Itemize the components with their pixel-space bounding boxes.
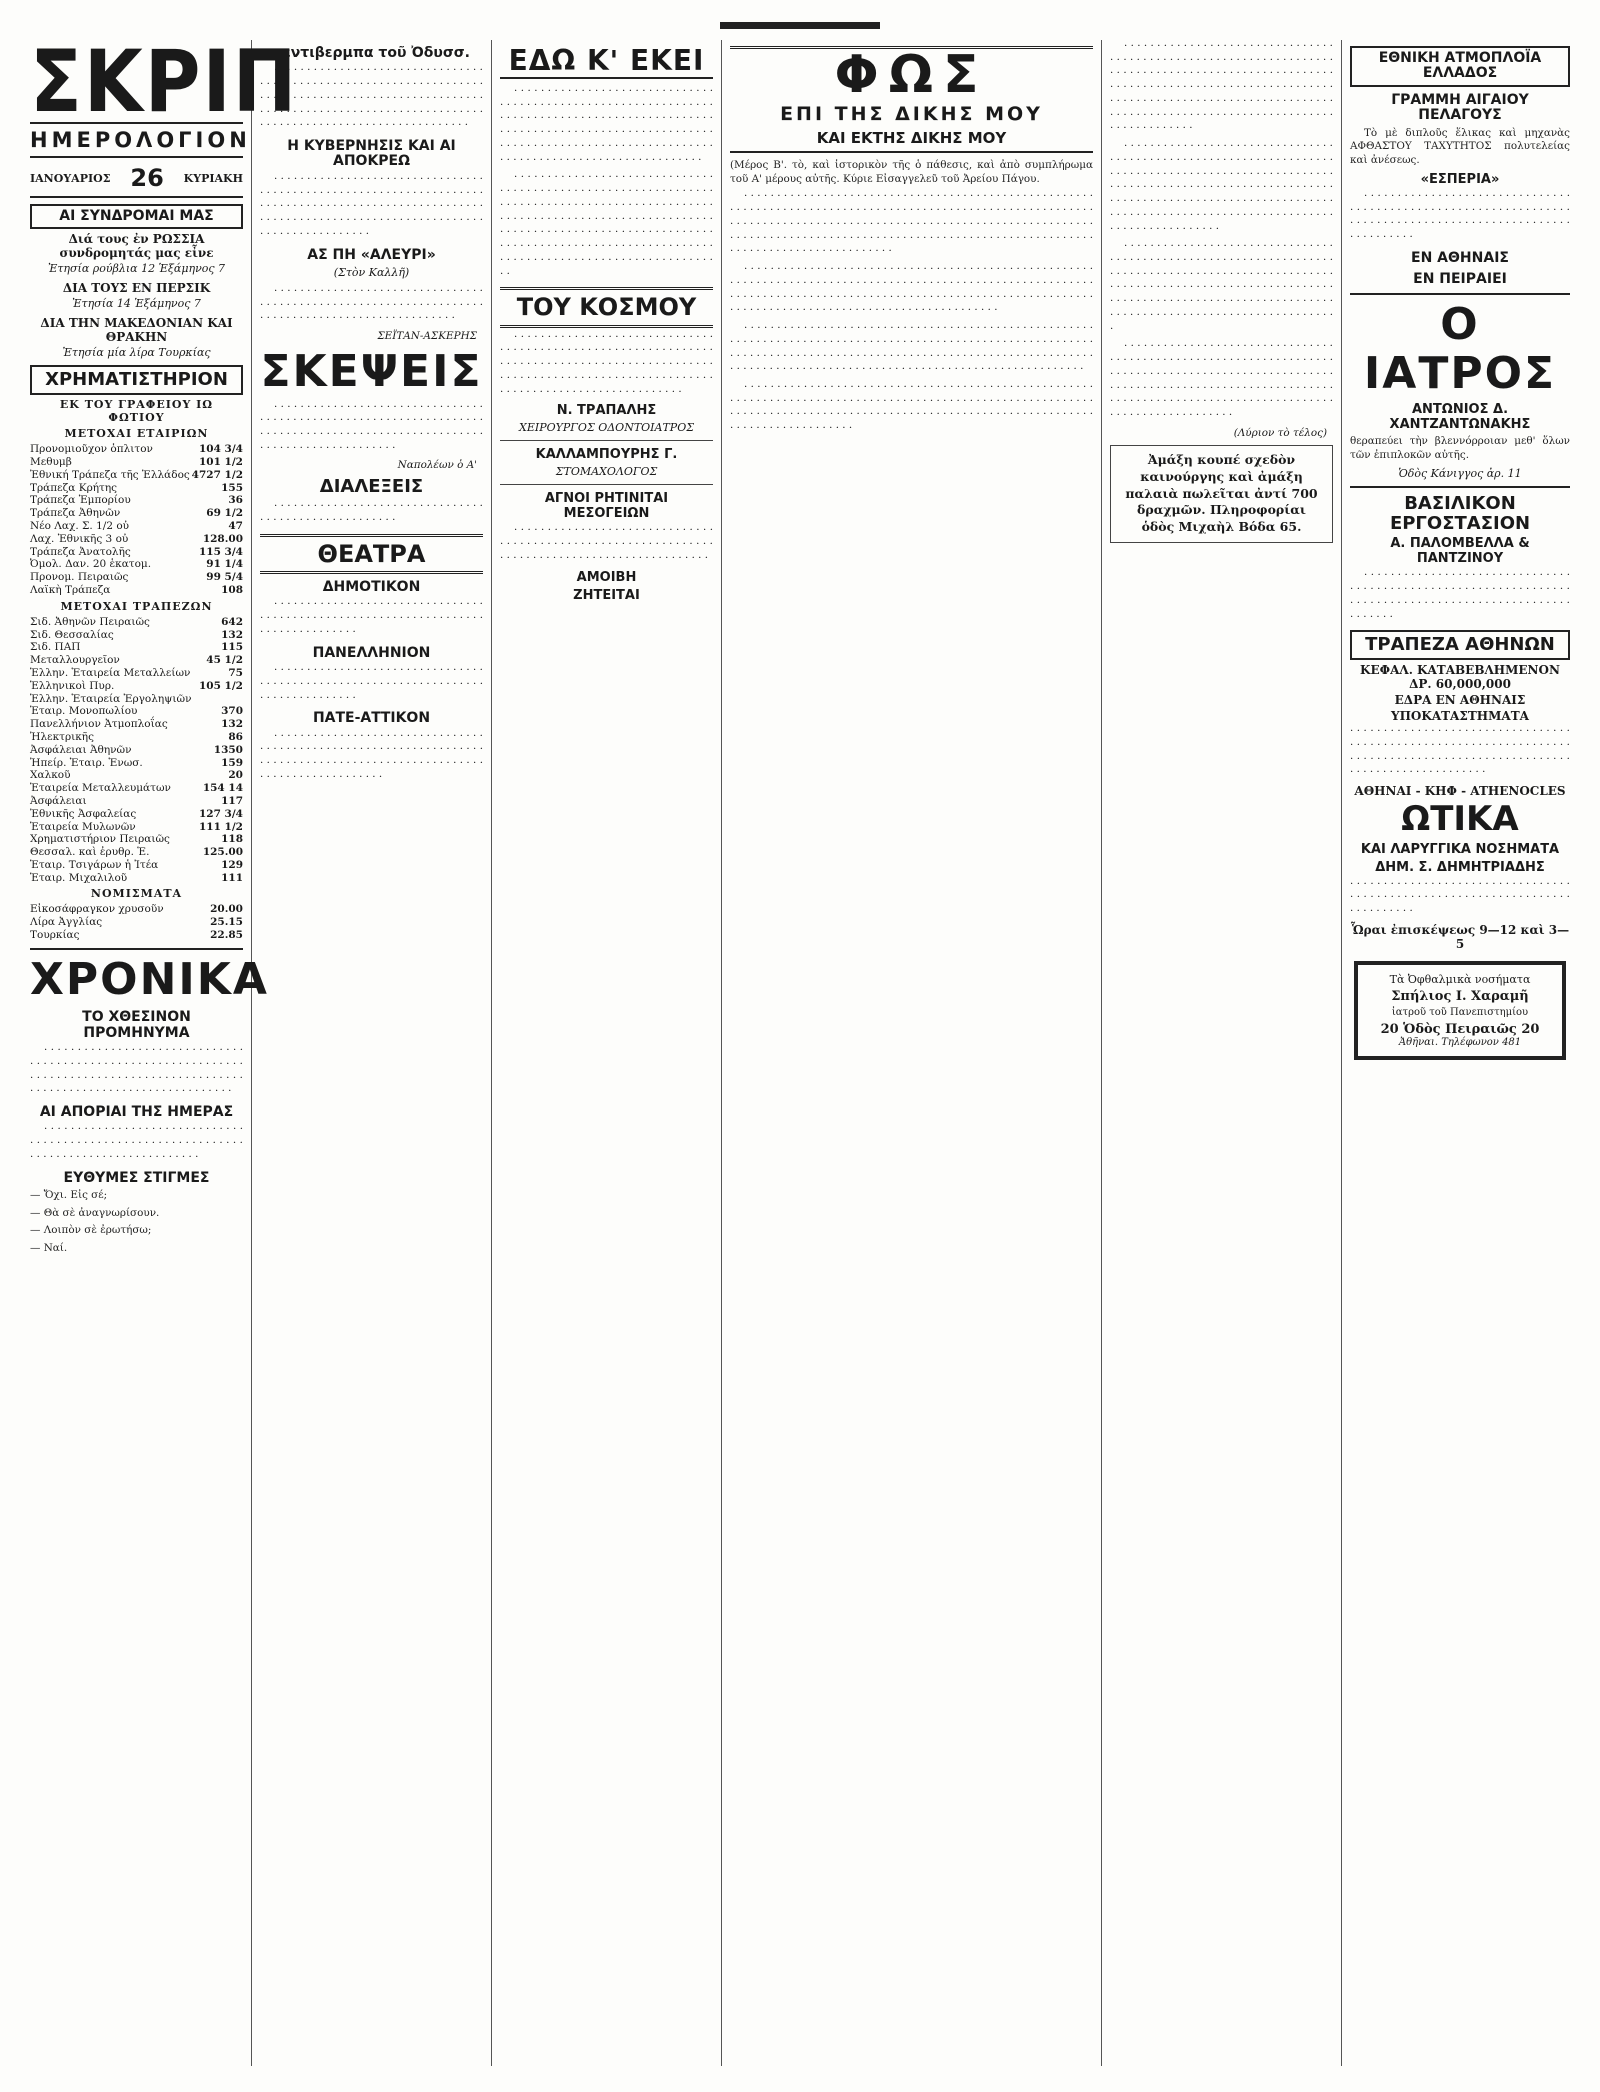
- otika-hours: Ὧραι ἐπισκέψεως 9—12 καὶ 3—5: [1350, 922, 1570, 951]
- month: ΙΑΝΟΥΑΡΙΟΣ: [30, 171, 111, 185]
- divider: [500, 484, 713, 485]
- ad-5: ΖΗΤΕΙΤΑΙ: [573, 587, 640, 603]
- stock-value: 91 1/4: [206, 558, 243, 571]
- stigmes-heading: ΕΥΘΥΜΕΣ ΣΤΙΓΜΕΣ: [63, 1169, 210, 1186]
- piraeus-office-heading: ΕΝ ΠΕΙΡΑΙΕΙ: [1413, 271, 1507, 288]
- stock-value: 115: [221, 641, 243, 654]
- stock-value: 104 3/4: [198, 443, 243, 456]
- stock-row: [30, 443, 243, 456]
- stock-row: [30, 616, 243, 629]
- kyvernisis-paragraph: · · · · · · · · · · · · · · · · · · · · · · · · · · · · · · · · · · · · · · · · · · · · · · · · · · · · · · · · · · · · · · · · · · · · · · · · · · · · · · · · · · · · · · · · · · · · · · · · · · · · · · · · · · · · · · · · · · · · · · · · · · · · · · · · · · · · · · · · · · · · · · · · · · · · · · ·: [260, 172, 483, 240]
- stock-value: 125.00: [202, 846, 243, 859]
- weekday: ΚΥΡΙΑΚΗ: [183, 171, 243, 185]
- factory-text: · · · · · · · · · · · · · · · · · · · · · · · · · · · · · · · · · · · · · · · · · · · · · · · · · · · · · · · · · · · · · · · · · · · · · · · · · · · · · · · · · · · · · · · · · · · · · · · · · · · · · · · ·: [1350, 569, 1570, 623]
- stigmes-line-1: — Ὄχι. Εἰς σέ;: [30, 1188, 108, 1201]
- stock-row: [30, 533, 243, 546]
- column-2: [252, 40, 492, 2066]
- stock-row: [30, 718, 243, 731]
- theatra-heading: ΘΕΑΤΡΑ: [260, 534, 483, 574]
- col3-paragraph-3: · · · · · · · · · · · · · · · · · · · · · · · · · · · · · · · · · · · · · · · · · · · · · · · · · · · · · · · · · · · · · · · · · · · · · · · · · · · · · · · · · · · · · · · · · · · · · · · · · · · · · · · · · · · · · · · · · · · · · · · · · · · · · · · · · · · · · · · · · · · · · · · · · · · · · · · · · ·: [500, 330, 713, 398]
- stock-value: 20.00: [210, 903, 243, 916]
- otika-text: · · · · · · · · · · · · · · · · · · · · · · · · · · · · · · · · · · · · · · · · · · · · · · · · · · · · · · · · · · · · · · · · · · · · · · · · · · · ·: [1350, 877, 1570, 918]
- stock-value: 154 14: [202, 782, 243, 795]
- stock-name: Ἑλληνικοὶ Πυρ.: [30, 679, 115, 692]
- subscriptions-line-1-sub: Ἐτησία ρούβλια 12 Ἑξάμηνος 7: [47, 262, 226, 276]
- stock-value: 75: [228, 666, 243, 679]
- stock-name: Εἰκοσάφραγκον χρυσοῦν: [30, 903, 164, 916]
- subscriptions-line-3-sub: Ἐτησία μία λίρα Τουρκίας: [62, 346, 211, 360]
- dimotikon-paragraph: · · · · · · · · · · · · · · · · · · · · · · · · · · · · · · · · · · · · · · · · · · · · · · · · · · · · · · · · · · · · · · · · · · · · · · · · · · · · · · · · ·: [260, 598, 483, 638]
- stigmes-line-4: — Ναί.: [30, 1242, 68, 1255]
- kyvernisis-heading: Η ΚΥΒΕΡΝΗΣΙΣ ΚΑΙ ΑΙ ΑΠΟΚΡΕΩ: [287, 138, 456, 170]
- aporiai-heading: ΑΙ ΑΠΟΡΙΑΙ ΤΗΣ ΗΜΕΡΑΣ: [39, 1103, 234, 1120]
- stock-name: Μεθυμβ: [30, 455, 72, 468]
- athens-office-heading: ΕΝ ΑΘΗΝΑΙΣ: [1411, 249, 1509, 266]
- bank-branches: ΥΠΟΚΑΤΑΣΤΗΜΑΤΑ: [1391, 709, 1529, 724]
- stock-name: Ἑταιρεία Μεταλλευμάτων: [30, 782, 171, 795]
- stock-row: [30, 693, 243, 706]
- divider: [1350, 293, 1570, 295]
- bank-telegraph: ΑΘΗΝΑΙ - ΚΗΦ - ATHENOCLES: [1354, 784, 1566, 798]
- aleuri-verse: · · · · · · · · · · · · · · · · · · · · · · · · · · · · · · · · · · · · · · · · · · · · · · · · · · · · · · · · · · · · · · · · · · · · · · · · · · · · · · · · · · · · · · · · · · · · · · · ·: [260, 284, 483, 325]
- ophthalmic-ad-line-5: Ἀθῆναι. Τηλέφωνον 481: [1398, 1036, 1522, 1048]
- subscriptions-heading: ΑΙ ΣΥΝΔΡΟΜΑΙ ΜΑΣ: [30, 204, 243, 229]
- phos-paragraph-1: · · · · · · · · · · · · · · · · · · · · · · · · · · · · · · · · · · · · · · · · · · · · · · · · · · · · · · · · · · · · · · · · · · · · · · · · · · · · · · · · · · · · · · · · · · · · · · · · · · · · · · · · · · · · · · · · · · · · · · · · · · · · · · · · · · · · · · · · · · · · · · · · · · · · · · · · · · · · · · · · · · · · · · · · · · · · · · · · · · · · · · · · · · · · · · · · · · · · · · · · · · · · · · · · · · · · · · · · · · · · · · · · · · · · · · · · · · · · · · · · · · ·: [730, 190, 1093, 258]
- stock-value: 1350: [213, 743, 243, 756]
- stock-name: Λαχ. Ἐθνικῆς 3 οὐ: [30, 532, 129, 545]
- stock-row: [30, 705, 243, 718]
- stock-value: 115 3/4: [198, 545, 243, 558]
- stock-value: 108: [221, 583, 243, 596]
- phos-signature: (Λύριον τὸ τέλος): [1233, 426, 1327, 439]
- stock-name: Ἀσφάλειαι Ἀθηνῶν: [30, 743, 132, 756]
- ophthalmic-ad-line-4: 20 Ὁδὸς Πειραιῶς 20: [1380, 1021, 1540, 1037]
- stock-row: [30, 456, 243, 469]
- stock-name: Τράπεζα Ἀθηνῶν: [30, 507, 121, 520]
- column-6: [1342, 40, 1578, 2066]
- stock-name: Ἠλεκτρικῆς: [30, 730, 94, 743]
- ad-2-name: ΚΑΛΛΑΜΠΟΥΡΗΣ Γ.: [535, 447, 678, 463]
- dateline: [30, 162, 243, 198]
- shipping-text: Τὸ μὲ διπλοῦς ἕλικας καὶ μηχανὰς ΑΦΘΑΣΤΟΥ ΤΑΧΥΤΗΤΟΣ πολυτελείας καὶ ἀνέσεως.: [1350, 126, 1570, 167]
- phos-paragraph-4: · · · · · · · · · · · · · · · · · · · · · · · · · · · · · · · · · · · · · · · · · · · · · · · · · · · · · · · · · · · · · · · · · · · · · · · · · · · · · · · · · · · · · · · · · · · · · · · · · · · · · · · · · · · · · · · · · · · · · · · · · · · · · · · · · · · · · · · · · · · · · · · · · · · · · · · · · · · · · · · · · · · · · · · · · · · · · · · · · · · · · ·: [730, 381, 1093, 435]
- stigmes-line-2: — Θὰ σὲ ἀναγνωρίσουν.: [30, 1206, 160, 1219]
- divider: [500, 440, 713, 441]
- dimotikon-heading: ΔΗΜΟΤΙΚΟΝ: [322, 579, 421, 596]
- ophthalmic-ad-line-3: ἰατροῦ τοῦ Πανεπιστημίου: [1391, 1006, 1529, 1018]
- napoleon-signature: Ναπολέων ὁ Α': [397, 459, 477, 472]
- stock-row: [30, 654, 243, 667]
- stock-value: 127 3/4: [198, 807, 243, 820]
- column-4: [722, 40, 1102, 2066]
- col3-paragraph-2: · · · · · · · · · · · · · · · · · · · · · · · · · · · · · · · · · · · · · · · · · · · · · · · · · · · · · · · · · · · · · · · · · · · · · · · · · · · · · · · · · · · · · · · · · · · · · · · · · · · · · · · · · · · · · · · · · · · · · · · · · · · · · · · · · · · · · · · · · · · · · · · · · · · · · · · · · · · · · · · · · · · · · · · · · · · · · · · · · · · · · · · · · · · · · · · · · · · · · · · · · · · · · · · · · · · · · · · · · · · · · · · ·: [500, 171, 713, 280]
- stock-name: Ἐθνική Τράπεζα τῆς Ἑλλάδος: [30, 468, 190, 481]
- factory-heading: ΒΑΣΙΛΙΚΟΝ ΕΡΓΟΣΤΑΣΙΟΝ: [1389, 492, 1531, 534]
- phos-paragraph-3: · · · · · · · · · · · · · · · · · · · · · · · · · · · · · · · · · · · · · · · · · · · · · · · · · · · · · · · · · · · · · · · · · · · · · · · · · · · · · · · · · · · · · · · · · · · · · · · · · · · · · · · · · · · · · · · · · · · · · · · · · · · · · · · · · · · · · · · · · · · · · · · · · · · · · · · · · · · · · · · · · · · · · · · · · · · · · · · · · · · · · · · · · · · · · · · · · · · · · · · · · · · · · · · · · · · · · · · · ·: [730, 322, 1093, 376]
- stock-name: Χαλκοῦ: [30, 769, 71, 782]
- phos-continued-3: · · · · · · · · · · · · · · · · · · · · · · · · · · · · · · · · · · · · · · · · · · · · · · · · · · · · · · · · · · · · · · · · · · · · · · · · · · · · · · · · · · · · · · · · · · · · · · · · · · · · · · · · · · · · · · · · · · · · · · · · · · · · · · · · · · · · · · · · · · · · · · · · · · · · · · · · · · · · · · · · · · · · · · · · · · · · · · · · · · · · · · · · · · · · · · · · · · · · · · · · · · ·: [1110, 240, 1333, 335]
- masthead-calendar: ΗΜΕΡΟΛΟΓΙΟΝ: [30, 122, 243, 158]
- stock-name: Θεσσαλ. καὶ ἐρυθρ. Ἑ.: [30, 846, 150, 859]
- stock-row: [30, 469, 243, 482]
- column-3: [492, 40, 722, 2066]
- subscriptions-line-1: Διά τους ἐν ΡΩΣΣΙΑ συνδρομητάς μας εἶνε: [59, 232, 214, 261]
- subscriptions-line-3: ΔΙΑ ΤΗΝ ΜΑΚΕΔΟΝΙΑΝ ΚΑΙ ΘΡΑΚΗΝ: [40, 316, 233, 345]
- stock-name: Ἑταιρ. Μονοπωλίου: [30, 705, 138, 718]
- stock-row: [30, 833, 243, 846]
- doctor-name: ΑΝΤΩΝΙΟΣ Δ. ΧΑΝΤΖΑΝΤΩΝΑΚΗΣ: [1389, 402, 1531, 433]
- stock-row: [30, 520, 243, 533]
- stock-row: [30, 629, 243, 642]
- stock-value: 117: [221, 794, 243, 807]
- stock-row: [30, 782, 243, 795]
- stock-row: [30, 494, 243, 507]
- exchange-from-office: ΕΚ ΤΟΥ ΓΡΑΦΕΙΟΥ ΙΩ ΦΩΤΙΟΥ: [59, 398, 214, 425]
- stock-row: [30, 558, 243, 571]
- aporiai-paragraph: · · · · · · · · · · · · · · · · · · · · · · · · · · · · · · · · · · · · · · · · · · · · · · · · · · · · · · · · · · · · · · · · · · · · · · · · · · · · · · · · · · · · · · · ·: [30, 1123, 243, 1163]
- exchange-currency-head: ΝΟΜΙΣΜΑΤΑ: [90, 887, 183, 901]
- iatros-heading: Ο ΙΑΤΡΟΣ: [1363, 299, 1557, 399]
- ad-1-name: Ν. ΤΡΑΠΑΛΗΣ: [556, 403, 657, 419]
- stock-name: Ἠπείρ. Ἑταιρ. Ἑνωσ.: [30, 756, 143, 769]
- stock-value: 20: [228, 769, 243, 782]
- stock-value: 86: [228, 730, 243, 743]
- ad-4: ΑΜΟΙΒΗ: [576, 569, 637, 585]
- stock-value: 370: [221, 705, 243, 718]
- stock-name: Μεταλλουργεῖον: [30, 654, 120, 667]
- stock-value: 159: [221, 756, 243, 769]
- phos-continued-4: · · · · · · · · · · · · · · · · · · · · · · · · · · · · · · · · · · · · · · · · · · · · · · · · · · · · · · · · · · · · · · · · · · · · · · · · · · · · · · · · · · · · · · · · · · · · · · · · · · · · · · · · · · · · · · · · · · · · · · · · · · · · · · · · · · · · · · · · · · · · · · · · · · · · · · · · · · · · · · · · · · · · · · · · · · · · · · · · · · · · · · · · · · ·: [1110, 340, 1333, 422]
- stock-row: [30, 641, 243, 654]
- stock-value: 101 1/2: [198, 455, 243, 468]
- stock-row: [30, 769, 243, 782]
- stock-name: Ὀμολ. Δαν. 20 ἑκατομ.: [30, 558, 152, 571]
- stock-row: [30, 507, 243, 520]
- pate-paragraph: · · · · · · · · · · · · · · · · · · · · · · · · · · · · · · · · · · · · · · · · · · · · · · · · · · · · · · · · · · · · · · · · · · · · · · · · · · · · · · · · · · · · · · · · · · · · · · · · · · · · · · · · · · · · · · · · · · · · · · ·: [260, 729, 483, 783]
- stock-value: 99 5/4: [206, 571, 243, 584]
- column-1: [22, 31, 299, 2066]
- carriage-ad: Ἀμάξη κουπέ σχεδὸν καινούργης καὶ ἀμάξη παλαιὰ πωλεῖται ἀντί 700 δραχμῶν. Πληροφορίαι ὁδὸς Μιχαὴλ Βόδα 65.: [1110, 445, 1333, 543]
- phos-heading: ΦΩΣ: [730, 46, 1093, 101]
- stock-value: 155: [221, 481, 243, 494]
- bank-capital: ΚΕΦΑΛ. ΚΑΤΑΒΕΒΛΗΜΕΝΟΝ ΔΡ. 60,000,000: [1360, 663, 1560, 692]
- stock-name: Λίρα Ἀγγλίας: [30, 916, 103, 929]
- stock-name: Λαϊκὴ Τράπεζα: [30, 583, 111, 596]
- ship-name: «ΕΣΠΕΡΙΑ»: [1420, 171, 1500, 187]
- stock-name: Ἑταιρεία Μυλωνῶν: [30, 820, 136, 833]
- panellinion-heading: ΠΑΝΕΛΛΗΝΙΟΝ: [312, 644, 431, 661]
- chronika-heading: ΧΡΟΝΙΚΑ: [30, 953, 269, 1005]
- ophthalmic-ad-line-1: Τὰ Ὀφθαλμικὰ νοσήματα: [1389, 972, 1531, 986]
- ad-3: ΑΓΝΟΙ ΡΗΤΙΝΙΤΑΙ ΜΕΣΟΓΕΙΩΝ: [544, 491, 669, 522]
- stock-name: Τράπεζα Κρήτης: [30, 481, 118, 494]
- stock-value: 642: [221, 615, 243, 628]
- stock-value: [197, 693, 243, 706]
- chronika-paragraph: · · · · · · · · · · · · · · · · · · · · · · · · · · · · · · · · · · · · · · · · · · · · · · · · · · · · · · · · · · · · · · · · · · · · · · · · · · · · · · · · · · · · · · · · · · · · · · · · · · · · · · · · · · · · · · · · · · · · · · · · · · · · ·: [30, 1044, 243, 1098]
- exchange-companies-head: ΜΕΤΟΧΑΙ ΕΤΑΙΡΙΩΝ: [64, 427, 209, 441]
- factory-owners: Α. ΠΑΛΟΜΒΕΛΛΑ & ΠΑΝΤΖΙΝΟΥ: [1390, 536, 1530, 567]
- stock-value: 105 1/2: [198, 679, 243, 692]
- stock-row: [30, 571, 243, 584]
- aleuri-signature: ΣΕΪΤΑΝ-ΑΣΚΕΡΗΣ: [377, 330, 477, 343]
- stock-row: [30, 808, 243, 821]
- ad-1-line: ΧΕΙΡΟΥΡΓΟΣ ΟΔΟΝΤΟΙΑΤΡΟΣ: [519, 421, 694, 435]
- stock-value: 36: [228, 494, 243, 507]
- stock-name: Τουρκίας: [30, 929, 80, 942]
- phos-continued-1: · · · · · · · · · · · · · · · · · · · · · · · · · · · · · · · · · · · · · · · · · · · · · · · · · · · · · · · · · · · · · · · · · · · · · · · · · · · · · · · · · · · · · · · · · · · · · · · · · · · · · · · · · · · · · · · · · · · · · · · · · · · · · · · · · · · · · · · · · · · · · · · · · · · · · · · · · · · · · · · · · · · · · · · · · · · · · · · · · · · · · · · · · · · · · · · · · · · · · · · · · · · · · · · · · · · · · · ·: [1110, 40, 1333, 135]
- doctor-address: Ὁδὸς Κάνιγγος ἀρ. 11: [1398, 466, 1522, 480]
- stock-value: 47: [228, 519, 243, 532]
- phos-paragraph-2: · · · · · · · · · · · · · · · · · · · · · · · · · · · · · · · · · · · · · · · · · · · · · · · · · · · · · · · · · · · · · · · · · · · · · · · · · · · · · · · · · · · · · · · · · · · · · · · · · · · · · · · · · · · · · · · · · · · · · · · · · · · · · · · · · · · · · · · · · · · · · · · · · · · · · · · · · · · · · · · · · · · · · · · · · · · · · · · · · · · · · · · · · · · · · · · · · · · · · · · · · · · ·: [730, 263, 1093, 317]
- stocks-table-2: [30, 616, 243, 885]
- skepseis-paragraph: · · · · · · · · · · · · · · · · · · · · · · · · · · · · · · · · · · · · · · · · · · · · · · · · · · · · · · · · · · · · · · · · · · · · · · · · · · · · · · · · · · · · · · · · · · · · · · · · · · · · · · · · · · · · · · · · · · · · · · · · ·: [260, 400, 483, 454]
- stock-row: [30, 903, 243, 916]
- pate-heading: ΠΑΤΕ-ΑΤΤΙΚΟΝ: [312, 710, 431, 727]
- doctor-description: θεραπεύει τὴν βλεννόρροιαν μεθ' ὅλων τῶν ἐπιπλοκῶν αὐτῆς.: [1350, 435, 1570, 461]
- stock-name: Τράπεζα Ἀνατολῆς: [30, 545, 131, 558]
- stock-name: Ἀσφάλειαι: [30, 794, 87, 807]
- masthead-title: ΣΚΡΙΠ: [30, 31, 299, 132]
- stock-row: [30, 731, 243, 744]
- stock-row: [30, 846, 243, 859]
- otika-subheading: ΚΑΙ ΛΑΡΥΓΓΙΚΑ ΝΟΣΗΜΑΤΑ: [1360, 841, 1560, 857]
- stock-row: [30, 859, 243, 872]
- stock-name: Πανελλήνιον Ἀτμοπλοΐας: [30, 718, 168, 731]
- stock-value: 118: [221, 833, 243, 846]
- stigmes-line-3: — Λοιπὸν σὲ ἐρωτήσω;: [30, 1224, 152, 1237]
- otika-doctor: ΔΗΜ. Σ. ΔΗΜΗΤΡΙΑΔΗΣ: [1375, 859, 1545, 875]
- stock-row: [30, 916, 243, 929]
- subscriptions-line-2: ΔΙΑ ΤΟΥΣ ΕΝ ΠΕΡΣΙΚ: [62, 281, 211, 296]
- stock-row: [30, 667, 243, 680]
- edo-kekei-heading: ΕΔΩ Κ' ΕΚΕΙ: [500, 44, 713, 79]
- stock-name: Προνομιοῦχον ὁπλιτον: [30, 443, 153, 456]
- phos-continued-2: · · · · · · · · · · · · · · · · · · · · · · · · · · · · · · · · · · · · · · · · · · · · · · · · · · · · · · · · · · · · · · · · · · · · · · · · · · · · · · · · · · · · · · · · · · · · · · · · · · · · · · · · · · · · · · · · · · · · · · · · · · · · · · · · · · · · · · · · · · · · · · · · · · · · · · · · · · · · · · · · · · · · · · · · · · · · · · · · · · · · · · · · · · · · · · · · · · · · · · · · · · · · · · · · · · · · · · · · · · ·: [1110, 140, 1333, 235]
- stock-name: Ἑλλην. Ἑταιρεία Μεταλλείων: [30, 666, 191, 679]
- column-5: [1102, 40, 1342, 2066]
- stock-row: [30, 821, 243, 834]
- stock-value: 25.15: [210, 916, 243, 929]
- stock-name: Σιδ. Ἀθηνῶν Πειραιῶς: [30, 615, 150, 628]
- stocks-table-3: [30, 903, 243, 941]
- stock-value: 128.00: [202, 532, 243, 545]
- shipping-subheading: ΓΡΑΜΜΗ ΑΙΓΑΙΟΥ ΠΕΛΑΓΟΥΣ: [1391, 91, 1529, 124]
- stock-name: Σιδ. Θεσσαλίας: [30, 628, 114, 641]
- stock-value: 111: [221, 871, 243, 884]
- stock-value: 132: [221, 628, 243, 641]
- top-rule: [720, 22, 880, 29]
- exchange-banks-head: ΜΕΤΟΧΑΙ ΤΡΑΠΕΖΩΝ: [60, 599, 213, 613]
- day-number: 26: [130, 164, 164, 192]
- divider: [1350, 486, 1570, 488]
- stock-row: [30, 757, 243, 770]
- stock-row: [30, 744, 243, 757]
- bank-seat: ΕΔΡΑ ΕΝ ΑΘΗΝΑΙΣ: [1394, 693, 1526, 708]
- chronika-subheading: ΤΟ ΧΘΕΣΙΝΟΝ ΠΡΟΜΗΝΥΜΑ: [82, 1009, 191, 1041]
- phos-subheading-2: ΚΑΙ ΕΚΤΗΣ ΔΙΚΗΣ ΜΟΥ: [730, 129, 1093, 153]
- stock-name: Τράπεζα Ἐμπορίου: [30, 494, 131, 507]
- subscriptions-line-2-sub: Ἐτησία 14 Ἑξάμηνος 7: [72, 297, 201, 311]
- aleuri-subheading: (Στὸν Καλλῆ): [333, 265, 410, 279]
- stock-row: [30, 680, 243, 693]
- stock-value: 111 1/2: [198, 820, 243, 833]
- stock-row: [30, 872, 243, 885]
- stocks-table-1: [30, 443, 243, 597]
- stock-row: [30, 482, 243, 495]
- ophthalmic-ad-box: [1354, 961, 1566, 1060]
- otika-heading: ΩΤΙΚΑ: [1401, 799, 1519, 839]
- stock-value: 45 1/2: [206, 654, 243, 667]
- phos-intro: (Μέρος Β'. τὸ, καὶ ἱστορικὸν τῆς ὁ πάθεσις, καὶ ἀπὸ συμπλήρωμα τοῦ Α' μέρους αὐτῆς. Κύριε Εἰσαγγελεῦ τοῦ Ἀρείου Πάγου.: [730, 159, 1093, 185]
- stock-value: 69 1/2: [206, 507, 243, 520]
- dialexeis-paragraph: · · · · · · · · · · · · · · · · · · · · · · · · · · · · · · · · · · · · · · · · · · · · · · · · · · · · ·: [260, 500, 483, 526]
- stock-name: Ἑλλην. Ἑταιρεία Ἐργοληψιῶν: [30, 692, 192, 705]
- stock-value: 22.85: [210, 929, 243, 942]
- col2-paragraph-1: · · · · · · · · · · · · · · · · · · · · · · · · · · · · · · · · · · · · · · · · · · · · · · · · · · · · · · · · · · · · · · · · · · · · · · · · · · · · · · · · · · · · · · · · · · · · · · · · · · · · · · · · · · · · · · · · · · · · · · · · · · · · · · · · · · · · · · · · · · · · · · · · · · · · · · · · · · · · · · · · · · · · · ·: [260, 64, 483, 132]
- stock-row: [30, 795, 243, 808]
- col2-top-ref: κεντιβερμπα τοῦ Ὀδυσσ.: [273, 45, 470, 61]
- stock-name: Προνομ. Πειραιῶς: [30, 571, 129, 584]
- stock-value: 4727 1/2: [191, 468, 243, 481]
- ophthalmic-ad-line-2: Σπήλιος Ι. Χαραμῆ: [1391, 988, 1529, 1004]
- aleuri-heading: ΑΣ ΠΗ «ΑΛΕΥΡΙ»: [307, 246, 436, 263]
- panellinion-paragraph: · · · · · · · · · · · · · · · · · · · · · · · · · · · · · · · · · · · · · · · · · · · · · · · · · · · · · · · · · · · · · · · · · · · · · · · · · · · · · · · · ·: [260, 664, 483, 704]
- divider: [30, 948, 243, 950]
- stock-row: [30, 546, 243, 559]
- exchange-heading: ΧΡΗΜΑΤΙΣΤΗΡΙΟΝ: [30, 365, 243, 395]
- col3-paragraph-1: · · · · · · · · · · · · · · · · · · · · · · · · · · · · · · · · · · · · · · · · · · · · · · · · · · · · · · · · · · · · · · · · · · · · · · · · · · · · · · · · · · · · · · · · · · · · · · · · · · · · · · · · · · · · · · · · · · · · · · · · · · · · · · · · · · · · · · · · · · · · · · · · · · · · · · · · · · · · · · · · · · · · · · · · · · · · · · · · · · · · · · · · · · · · ·: [500, 85, 713, 166]
- stock-name: Ἑταιρ. Τσιγάρων ἡ Ἰτέα: [30, 858, 159, 871]
- stock-name: Νέο Λαχ. Σ. 1/2 οὐ: [30, 519, 130, 532]
- stock-name: Ἐθνικῆς Ἀσφαλείας: [30, 807, 137, 820]
- stock-name: Χρηματιστήριον Πειραιῶς: [30, 833, 170, 846]
- bank-heading: ΤΡΑΠΕΖΑ ΑΘΗΝΩΝ: [1350, 630, 1570, 660]
- ad-3-text: · · · · · · · · · · · · · · · · · · · · · · · · · · · · · · · · · · · · · · · · · · · · · · · · · · · · · · · · · · · · · · · · · · · · · · · · · · · · · · · · · · · · · · · · · · · · · ·: [500, 524, 713, 564]
- stock-row: [30, 584, 243, 597]
- stock-name: Σιδ. ΠΑΠ: [30, 641, 81, 654]
- stock-value: 129: [221, 858, 243, 871]
- tou-kosmou-heading: ΤΟΥ ΚΟΣΜΟΥ: [500, 287, 713, 327]
- stock-value: 132: [221, 718, 243, 731]
- phos-subheading: ΕΠΙ ΤΗΣ ΔΙΚΗΣ ΜΟΥ: [780, 103, 1043, 125]
- stock-row: [30, 929, 243, 942]
- bank-branches-list: · · · · · · · · · · · · · · · · · · · · · · · · · · · · · · · · · · · · · · · · · · · · · · · · · · · · · · · · · · · · · · · · · · · · · · · · · · · · · · · · · · · · · · · · · · · · · · · · · · · · · · · · · · · · · · · · · · · · · · · ·: [1350, 725, 1570, 779]
- skepseis-heading: ΣΚΕΨΕΙΣ: [260, 346, 483, 398]
- shipping-heading: ΕΘΝΙΚΗ ΑΤΜΟΠΛΟΪΑ ΕΛΛΑΔΟΣ: [1350, 46, 1570, 87]
- dialexeis-heading: ΔΙΑΛΕΞΕΙΣ: [319, 476, 424, 498]
- stock-name: Ἑταιρ. Μιχαλιλοῦ: [30, 871, 128, 884]
- columns: [22, 31, 1578, 2066]
- shipping-schedule: · · · · · · · · · · · · · · · · · · · · · · · · · · · · · · · · · · · · · · · · · · · · · · · · · · · · · · · · · · · · · · · · · · · · · · · · · · · · · · · · · · · · · · · · · · · · · · · · · · · · · · · · · · ·: [1350, 189, 1570, 243]
- ad-2-line: ΣΤΟΜΑΧΟΛΟΓΟΣ: [555, 465, 658, 479]
